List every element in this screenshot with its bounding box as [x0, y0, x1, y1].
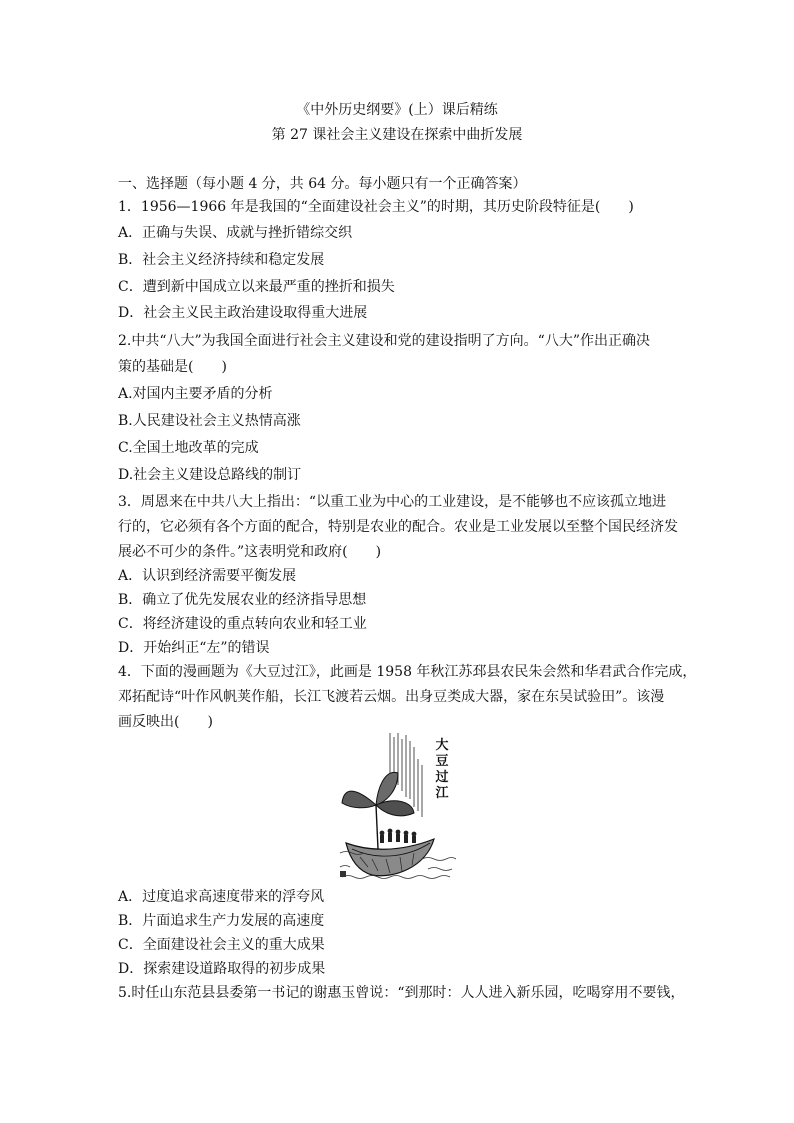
cartoon-title-char-1: 大 — [435, 738, 449, 753]
q4-option-c: C．全面建设社会主义的重大成果 — [118, 937, 325, 953]
q2-stem-line-2: 策的基础是( ) — [118, 359, 227, 375]
q2-option-b: B.人民建设社会主义热情高涨 — [118, 413, 301, 429]
q3-stem-line-1: 3．周恩来在中共八大上指出：“以重工业为中心的工业建设，是不能够也不应该孤立地进 — [118, 494, 667, 510]
q4-stem-line-2: 邓拓配诗“叶作风帆荚作船，长江飞渡若云烟。出身豆类成大器，家在东吴试验田”。该漫 — [118, 689, 665, 705]
q1-option-a: A．正确与失误、成就与挫折错综交织 — [118, 225, 353, 241]
leaf-sail-left — [342, 791, 376, 808]
leaf-sail-top — [376, 772, 398, 805]
mast — [376, 805, 378, 849]
q1-option-b: B．社会主义经济持续和稳定发展 — [118, 252, 325, 268]
q4-option-a: A．过度追求高速度带来的浮夸风 — [118, 889, 325, 905]
artist-seal — [340, 871, 346, 877]
peasants-on-boat — [380, 829, 417, 843]
q3-stem-line-2: 行的，它必须有各个方面的配合，特别是农业的配合。农业是工业发展以至整个国民经济发 — [118, 519, 678, 535]
cartoon-title-char-4: 江 — [435, 786, 449, 801]
document-title: 《中外历史纲要》(上）课后精练 — [296, 102, 498, 118]
q1-option-d: D．社会主义民主政治建设取得重大进展 — [118, 305, 368, 321]
q2-option-d: D.社会主义建设总路线的制订 — [118, 467, 302, 483]
cartoon-title-char-3: 过 — [435, 770, 449, 785]
q1-stem: 1．1956—1966 年是我国的“全面建设社会主义”的时期，其历史阶段特征是( ) — [118, 199, 634, 215]
cartoon-image — [338, 727, 456, 885]
q2-option-a: A.对国内主要矛盾的分析 — [118, 386, 273, 402]
leaf-sail-right — [376, 801, 414, 816]
q1-option-c: C．遭到新中国成立以来最严重的挫折和损失 — [118, 279, 395, 295]
q5-stem-line-1: 5.时任山东范县县委第一书记的谢惠玉曾说：“到那时：人人进入新乐园，吃喝穿用不要钱， — [118, 985, 685, 1001]
q4-stem-line-3: 画反映出( ) — [118, 714, 213, 730]
section-heading: 一、选择题（每小题 4 分，共 64 分。每小题只有一个正确答案） — [118, 176, 527, 192]
q4-option-d: D．探索建设道路取得的初步成果 — [118, 961, 326, 977]
q3-option-d: D．开始纠正“左”的错误 — [118, 640, 270, 656]
q3-option-c: C．将经济建设的重点转向农业和轻工业 — [118, 616, 367, 632]
q2-stem-line-1: 2.中共“八大”为我国全面进行社会主义建设和党的建设指明了方向。“八大”作出正确决 — [118, 333, 650, 349]
cartoon-title-char-2: 豆 — [435, 754, 449, 769]
q2-option-c: C.全国土地改革的完成 — [118, 440, 259, 456]
pod-boat — [346, 839, 434, 876]
q3-stem-line-3: 展必不可少的条件。”这表明党和政府( ) — [118, 544, 382, 560]
q3-option-b: B．确立了优先发展农业的经济指导思想 — [118, 592, 367, 608]
q4-stem-line-1: 4．下面的漫画题为《大豆过江》，此画是 1958 年秋江苏邳县农民朱会然和华君武合作完成， — [118, 664, 697, 680]
q3-option-a: A．认识到经济需要平衡发展 — [118, 568, 297, 584]
q4-option-b: B．片面追求生产力发展的高速度 — [118, 913, 325, 929]
soybean-boat-illustration — [338, 727, 456, 885]
lesson-title: 第 27 课社会主义建设在探索中曲折发展 — [271, 127, 523, 143]
